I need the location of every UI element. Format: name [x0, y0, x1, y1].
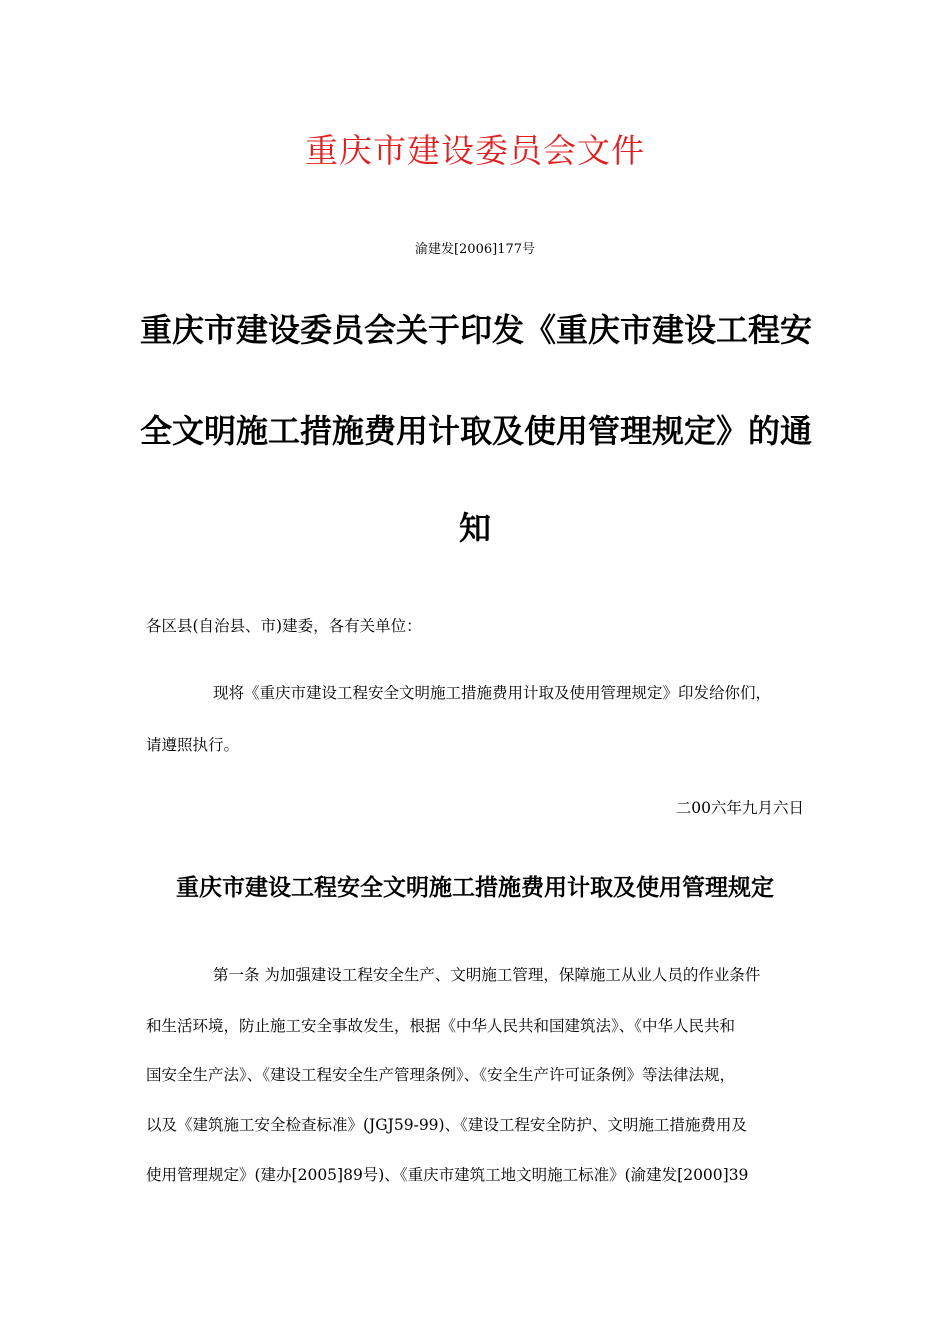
notice-title-line: 全文明施工措施费用计取及使用管理规定》的通 — [140, 412, 813, 450]
addressee: 各区县(自治县、市)建委，各有关单位： — [146, 617, 422, 635]
notice-body-line: 请遵照执行。 — [146, 736, 240, 754]
notice-title-line: 知 — [458, 509, 491, 547]
regulation-title: 重庆市建设工程安全文明施工措施费用计取及使用管理规定 — [176, 874, 774, 901]
article-line: 和生活环境，防止施工安全事故发生，根据《中华人民共和国建筑法》、《中华人民共和 — [146, 1017, 736, 1035]
issue-date: 二00六年九月六日 — [675, 799, 804, 817]
article-line: 以及《建筑施工安全检查标准》(JGJ59-99)、《建设工程安全防护、文明施工措施费用及 — [146, 1116, 747, 1134]
article-line: 第一条 为加强建设工程安全生产、文明施工管理，保障施工从业人员的作业条件 — [213, 966, 761, 984]
agency-header: 重庆市建设委员会文件 — [305, 131, 645, 170]
notice-body-line: 现将《重庆市建设工程安全文明施工措施费用计取及使用管理规定》印发给你们， — [213, 684, 772, 702]
document-number: 渝建发[2006]177号 — [414, 242, 536, 257]
notice-title-line: 重庆市建设委员会关于印发《重庆市建设工程安 — [140, 311, 813, 349]
article-line: 使用管理规定》(建办[2005]89号)、《重庆市建筑工地文明施工标准》(渝建发[2000]39 — [146, 1166, 749, 1184]
article-line: 国安全生产法》、《建设工程安全生产管理条例》、《安全生产许可证条例》等法律法规， — [146, 1066, 736, 1084]
